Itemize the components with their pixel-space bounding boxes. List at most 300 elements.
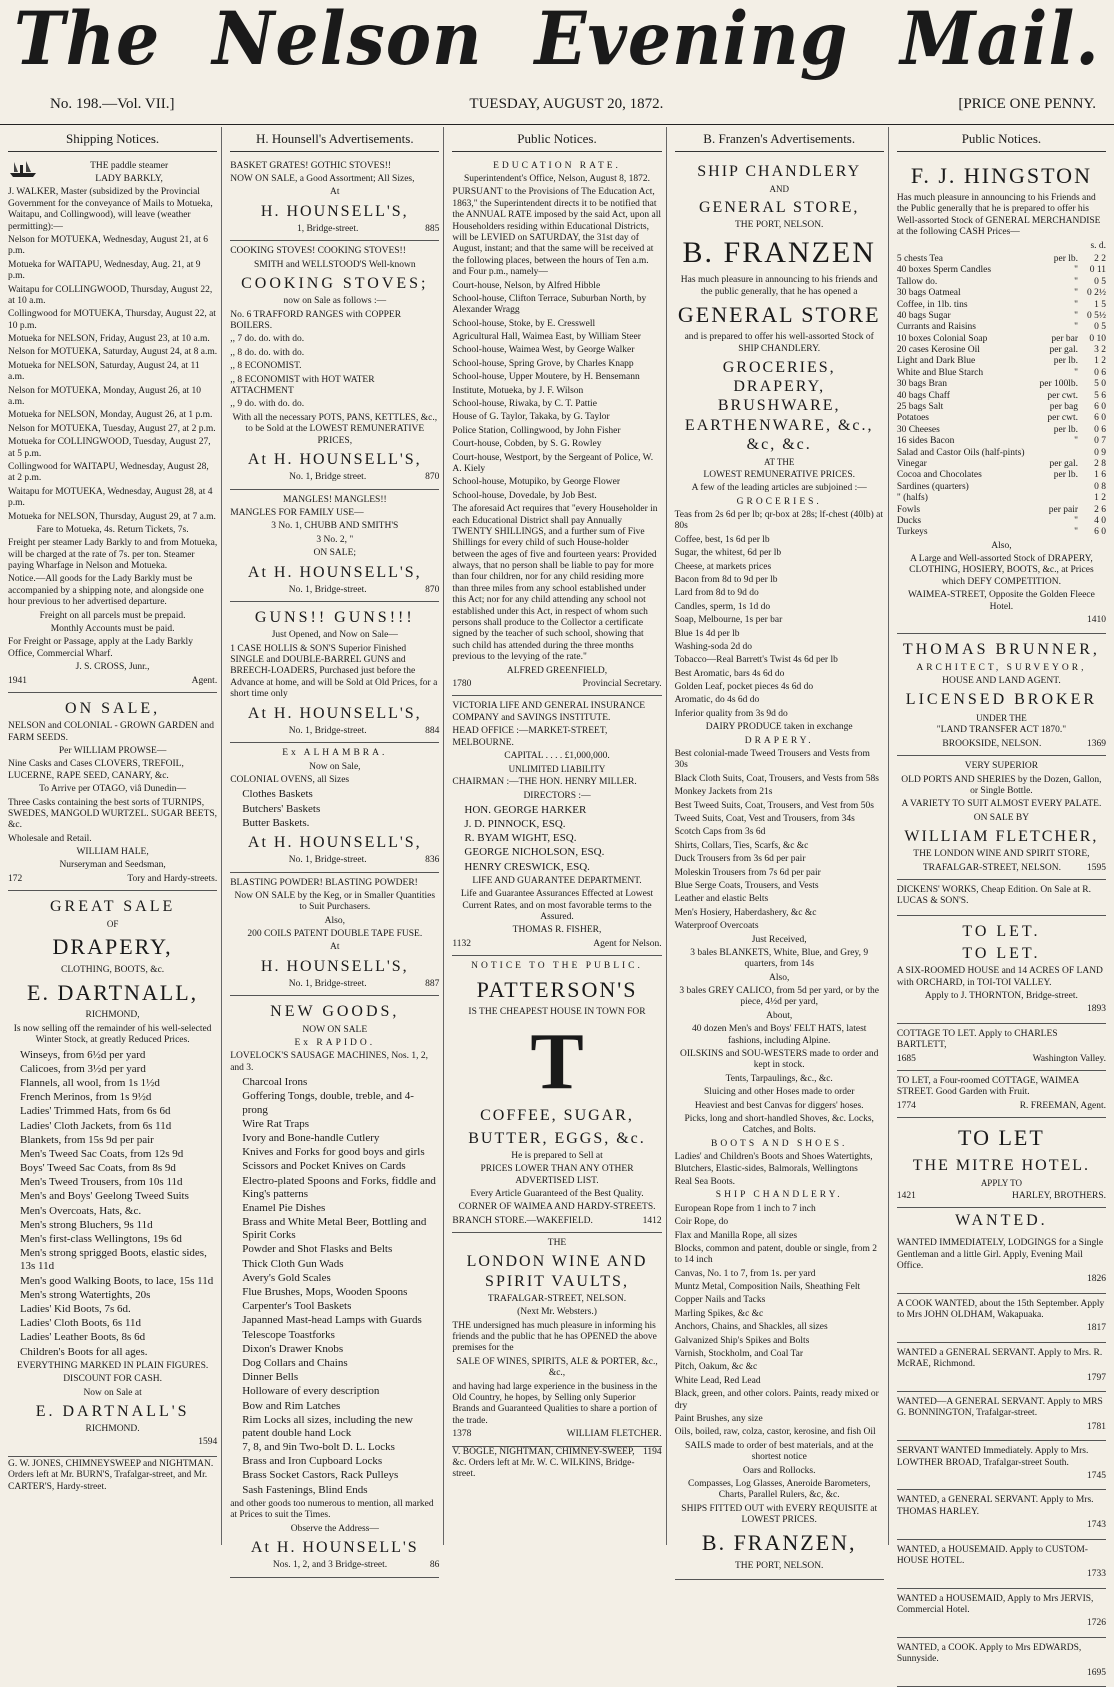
price-unit: ": [1074, 436, 1079, 447]
price-row: [897, 459, 1106, 470]
price-unit: ": [1074, 527, 1079, 538]
director-item: J. D. PINNOCK, ESQ.: [464, 818, 566, 831]
ad-number: 870: [425, 472, 440, 483]
sale-item: Calicoes, from 3½d per yard: [20, 1062, 146, 1075]
sailing-item: Waitapu for COLLINGWOOD, Thursday, August 22, at 10 a.m.: [8, 284, 213, 306]
stove-item: ,, 8 ECONOMIST with HOT WATER ATTACHMENT: [230, 374, 375, 397]
jones-ad: G. W. JONES, CHIMNEYSWEEP and NIGHTMAN. Orders left at Mr. BURN'S, Trafalgar-street, and Mr. CARTER'S, Hardy-street.: [8, 1458, 214, 1492]
goods-item: Dog Collars and Chains: [242, 1356, 348, 1369]
sale-item: Flannels, all wool, from 1s 1½d: [20, 1076, 160, 1089]
canvas: Heaviest and best Canvas for diggers' hoses.: [694, 1100, 864, 1111]
ad-number: 1797: [1087, 1372, 1107, 1383]
ad-brunner: [897, 634, 1106, 756]
goods-item: Japanned Mast-head Lamps with Guards: [242, 1314, 422, 1327]
goods-item: Telescope Toastforks: [242, 1328, 335, 1341]
fisher: THOMAS R. FISHER,: [512, 925, 602, 936]
stoves-list: [230, 310, 439, 411]
sale-item: Ladies' Kid Boots, 7s 6d.: [20, 1302, 131, 1315]
column-public-notices-2: [893, 127, 1110, 1678]
every: Every Article Guaranteed of the Best Quality.: [470, 1188, 644, 1199]
price-value: 0 5: [1094, 322, 1107, 333]
aforesaid: The aforesaid Act requires that "every Householder in each Educational District shall pay Annually TWENTY SHILLINGS, and a further sum of Five Shillings for every child of such House-holder between the ages of five and fourteen years: Provided always, that no person shall be liable to pay for more than four children, nor for any child residing more than three miles from any school established under this Act; nor for any child attending any school not established under this Act, in respect of whom such persons shall produce to the Collector a certificate signed by the teacher of such school, showing that such child has attended during the three months previous to the levying of the rate.": [452, 504, 658, 663]
chandlery-item: Muntz Metal, Composition Nails, Sheathing Felt: [674, 1282, 861, 1293]
wanted-ad: [897, 1490, 1106, 1539]
ad-patterson: [452, 956, 661, 1233]
ad-number: 86: [429, 1560, 440, 1571]
price-item: 40 bags Chaff: [896, 390, 950, 401]
sailing-item: Nelson for MOTUEKA, Tuesday, August 27, at 2 p.m.: [8, 423, 216, 434]
drapery-item: Waterproof Overcoats: [674, 921, 759, 932]
price-unit: per bar: [1051, 333, 1079, 344]
pots-text: With all the necessary POTS, PANS, KETTLES, &c., to be Sold at the LOWEST REMUNERATIVE PRICES,: [232, 412, 438, 446]
chandlery-item: Black, green, and other colors. Paints, ready mixed or dry: [674, 1389, 879, 1411]
place-item: Court-house, Cobden, by S. G. Rowley: [452, 439, 602, 450]
ship-chandlery-head: SHIP CHANDLERY.: [715, 1190, 843, 1201]
masthead-word-evening: Evening: [534, 0, 849, 83]
wanted-text: WANTED, a GENERAL SERVANT. Apply to Mrs. THOMAS HARLEY.: [896, 1495, 1094, 1517]
new-goods: NEW GOODS,: [270, 1003, 400, 1021]
dartnall-name: E. DARTNALL,: [27, 980, 199, 1006]
freeman: R. FREEMAN, Agent.: [1019, 1100, 1107, 1111]
goods-item: Scissors and Pocket Knives on Cards: [242, 1160, 406, 1173]
sale-item: Men's good Walking Boots, to lace, 15s 11d: [20, 1274, 214, 1287]
sd-label: s. d.: [1090, 240, 1107, 251]
agent-name: J. S. CROSS, Junr.,: [75, 662, 150, 673]
passage: For Freight or Passage, apply at the Lady Barkly Office, Commercial Wharf.: [8, 637, 193, 659]
price-value: 0 10: [1089, 333, 1107, 344]
sale-item: Men's first-class Wellingtons, 19s 6d: [20, 1233, 182, 1246]
price-item: Coffee, in 1lb. tins: [896, 299, 968, 310]
four-room: TO LET, a Four-roomed COTTAGE, WAIMEA STREET. Good Garden with Fruit.: [896, 1075, 1079, 1098]
price-row: [897, 493, 1106, 504]
sale-item: Men's strong sprigged Boots, elastic sides, 13s 11d: [20, 1247, 207, 1273]
places-list: [452, 281, 661, 503]
fare: Fare to Motueka, 4s. Return Tickets, 7s.: [36, 524, 189, 535]
director-item: R. BYAM WIGHT, ESQ.: [464, 832, 577, 845]
wanted-ad: [897, 1589, 1106, 1638]
next: (Next Mr. Websters.): [517, 1307, 597, 1318]
place-item: School-house, Spring Grove, by Charles Knapp: [452, 358, 634, 369]
apply-to: APPLY TO: [980, 1177, 1023, 1188]
goods-item: Ivory and Bone-handle Cutlery: [242, 1131, 380, 1144]
basket-item: Clothes Baskets: [242, 788, 313, 801]
columns: [0, 125, 1114, 1678]
ad-cottage: [897, 1024, 1106, 1071]
grocery-item: Inferior quality from 3s 9d do: [674, 708, 788, 719]
wanted-ad: [897, 1540, 1106, 1589]
price-item: 25 bags Salt: [896, 402, 944, 413]
masthead: [0, 0, 1114, 83]
price-row: [897, 254, 1106, 265]
ad-to-let: [897, 916, 1106, 1024]
ad-number: 1745: [1087, 1470, 1107, 1481]
price-value: 0 5: [1094, 276, 1107, 287]
basket-item: Butter Baskets.: [242, 816, 310, 829]
chandlery-item: Paint Brushes, any size: [674, 1413, 763, 1424]
old-ports: OLD PORTS AND SHERIES by the Dozen, Gallon, or Single Bottle.: [901, 774, 1102, 796]
boots-title: BOOTS AND SHOES.: [711, 1138, 848, 1149]
grocery-item: Candles, sperm, 1s 1d do: [674, 601, 771, 612]
seeds-text: NELSON and COLONIAL - GROWN GARDEN and FARM SEEDS.: [8, 721, 214, 743]
hounsell-name: At H. HOUNSELL'S,: [247, 833, 422, 851]
price-value: 1 5: [1094, 299, 1107, 310]
sails: SAILS made to order of best materials, and at the shortest notice: [685, 1440, 874, 1463]
price-unit: ": [1074, 288, 1079, 299]
price-item: 10 boxes Colonial Soap: [896, 333, 988, 344]
place-item: Police Station, Collingwood, by John Fisher: [452, 425, 621, 436]
port-2: THE PORT, NELSON.: [734, 1560, 824, 1571]
address: 1, Bridge-street.: [296, 223, 359, 234]
directors: DIRECTORS :—: [523, 790, 591, 801]
drapery-item: Monkey Jackets from 21s: [674, 787, 773, 798]
ad-blasting: [230, 873, 439, 997]
place-item: School-house, Riwaka, by C. T. Pattie: [452, 399, 597, 410]
ad-number: 1595: [1087, 862, 1106, 873]
price-unit: per bag: [1049, 402, 1079, 413]
drapery-item: Scotch Caps from 3s 6d: [674, 827, 766, 838]
agent-label: Agent.: [191, 675, 218, 686]
grocery-item: Soap, Melbourne, 1s per bar: [674, 615, 783, 626]
price-row: [897, 391, 1106, 402]
having: and having had large experience in the business in the Old Country, he hopes, by Selling only Superior Brands and Guaranteed Qualities to share a portion of the trade.: [452, 1381, 658, 1426]
sailings-list: [8, 235, 217, 523]
on-sale-by: ON SALE BY: [973, 812, 1030, 823]
price-unit: per lb.: [1053, 424, 1079, 435]
just-opened: Just Opened, and Now on Sale—: [271, 630, 398, 641]
ad-number: 172: [8, 873, 23, 884]
grocery-item: Golden Leaf, pocket pieces 4s 6d do: [674, 682, 814, 693]
issue-date: TUESDAY, AUGUST 20, 1872.: [469, 96, 664, 112]
chandlery-item: Blocks, common and patent, double or single, from 2 to 14 inch: [674, 1243, 877, 1266]
ad-number: 885: [425, 223, 440, 234]
director-item: GEORGE NICHOLSON, ESQ.: [464, 846, 605, 859]
ad-dartnall: [8, 891, 217, 1457]
ship-intro: THE paddle steamer: [90, 160, 169, 171]
stove-item: ,, 8 do. do. with do.: [230, 347, 305, 358]
price-unit: per gal.: [1049, 458, 1079, 469]
sale-item: Blankets, from 15s 9d per pair: [20, 1133, 154, 1146]
sale-item: Men's and Boys' Geelong Tweed Suits: [20, 1190, 189, 1203]
grocery-item: Blue 1s 4d per lb: [674, 628, 740, 639]
price-row: [897, 413, 1106, 424]
sale-item: French Merinos, from 1s 9½d: [20, 1091, 152, 1104]
ad-number: 1421: [896, 1190, 916, 1201]
price-list: [897, 254, 1106, 539]
grocery-item: Coffee, best, 1s 6d per lb: [674, 534, 770, 545]
price-value: 3 2: [1094, 345, 1107, 356]
ad-mitre: [897, 1118, 1106, 1208]
ship-text: J. WALKER, Master (subsidized by the Provincial Government for the conveyance of Mails to Motueka, Waitapu, and Collingwood), will leave (weather permitting):—: [8, 187, 213, 232]
ship-chandlery: SHIP CHANDLERY: [697, 162, 862, 180]
discount: DISCOUNT FOR CASH.: [63, 1374, 162, 1385]
london-store: THE LONDON WINE AND SPIRIT STORE,: [913, 849, 1090, 860]
to-let-3: TO LET: [958, 1125, 1045, 1151]
ad-dickens: [897, 880, 1106, 916]
place-item: Agricultural Hall, Waimea East, by William Steer: [452, 332, 641, 343]
chandlery-item: Galvanized Ship's Spikes and Bolts: [674, 1335, 810, 1346]
goods-item: Bow and Rim Latches: [242, 1399, 341, 1412]
richmond2: RICHMOND.: [85, 1424, 140, 1435]
director-item: HENRY CRESWICK, ESQ.: [464, 860, 590, 873]
column-public-notices: [448, 127, 666, 1545]
ad-lady-barkly: [8, 156, 217, 693]
ad-grates: [230, 156, 439, 242]
drapery-item: Tweed Suits, Coat, Vest and Trousers, from 34s: [674, 814, 855, 824]
sailing-item: Nelson for MOTUEKA, Saturday, August 24, at 8 a.m.: [8, 347, 218, 358]
issue-number: No. 198.—Vol. VII.]: [50, 96, 175, 112]
address: No. 1, Bridge-street.: [288, 584, 367, 595]
drapery-item: Duck Trousers from 3s 6d per pair: [674, 854, 806, 865]
also: Also,: [324, 915, 345, 926]
price-item: Fowls: [896, 504, 921, 515]
price-row: [897, 277, 1106, 288]
pleasure: Has much pleasure in announcing to his friends and the public generally, that he has opened a: [680, 275, 878, 297]
sale-item: Men's Tweed Sac Coats, from 12s 9d: [20, 1147, 184, 1160]
price-value: 1 6: [1094, 470, 1107, 481]
price-value: 6 0: [1094, 402, 1107, 413]
the: THE: [547, 1238, 567, 1249]
price-row: [897, 345, 1106, 356]
london-vaults: LONDON WINE AND SPIRIT VAULTS,: [466, 1253, 648, 1290]
chandlery-item: Canvas, No. 1 to 7, from 1s. per yard: [674, 1268, 816, 1279]
price-row: [897, 288, 1106, 299]
column-shipping: [4, 127, 222, 1545]
sailing-item: Waitapu for MOTUEKA, Wednesday, August 28, at 4 p.m.: [8, 486, 213, 509]
steamship-icon: [8, 159, 38, 179]
sailing-item: Motueka for NELSON, Monday, August 26, at 1 p.m.: [8, 410, 213, 421]
house: HOUSE AND LAND AGENT.: [942, 676, 1061, 687]
harley: HARLEY, BROTHERS.: [1011, 1190, 1107, 1201]
general-store: GENERAL STORE,: [698, 198, 860, 216]
price-item: Salad and Castor Oils (half-pints): [896, 447, 1025, 458]
blasting-title: BLASTING POWDER! BLASTING POWDER!: [230, 877, 418, 888]
price-item: Turkeys: [896, 527, 928, 538]
price-value: 0 9: [1094, 447, 1107, 458]
notice-title: NOTICE TO THE PUBLIC.: [471, 961, 643, 972]
ad-guns: [230, 602, 439, 743]
drapery-title: DRAPERY,: [52, 934, 173, 960]
cottage: COTTAGE TO LET. Apply to CHARLES BARTLETT,: [896, 1028, 1058, 1051]
fitted: SHIPS FITTED OUT with EVERY REQUISITE at LOWEST PRICES.: [681, 1503, 878, 1526]
very: VERY SUPERIOR: [964, 761, 1039, 772]
head-office: HEAD OFFICE :—MARKET-STREET, MELBOURNE.: [452, 726, 608, 748]
sailing-item: Motueka for NELSON, Friday, August 23, at 10 a.m.: [8, 334, 210, 345]
sailing-item: Motueka for NELSON, Thursday, August 29, at 7 a.m.: [8, 511, 216, 522]
trafalgar: TRAFALGAR-STREET, NELSON.: [922, 862, 1061, 873]
sailing-item: Motueka for NELSON, Saturday, August 24, at 11 a.m.: [8, 360, 200, 383]
victoria-title: VICTORIA LIFE AND GENERAL INSURANCE COMPANY and SAVINGS INSTITUTE.: [452, 701, 646, 723]
ad-number: 1369: [1087, 738, 1106, 749]
wanted-ad: [897, 1441, 1106, 1490]
place-item: School-house, Dovedale, by Job Best.: [452, 490, 597, 501]
goods-list: [230, 1076, 439, 1497]
drapery-item: Leather and elastic Belts: [674, 894, 769, 905]
groceries-title: GROCERIES, DRAPERY, BRUSHWARE, EARTHENWARE, &c., &c, &c.: [684, 359, 874, 453]
brookside: BROOKSIDE, NELSON.: [942, 738, 1042, 749]
price-item: Sardines (quarters): [896, 481, 969, 492]
address: No. 1, Bridge-street.: [288, 855, 367, 866]
dairy: DAIRY PRODUCE taken in exchange: [705, 722, 853, 733]
place-item: School-house, Motupiko, by George Flower: [452, 477, 621, 488]
sailing-item: Collingwood for MOTUEKA, Thursday, August 22, at 10 p.m.: [8, 309, 216, 331]
trafalgar: TRAFALGAR-STREET, NELSON.: [487, 1293, 627, 1304]
sale-item: Boys' Tweed Sac Coats, from 8s 9d: [20, 1162, 176, 1175]
drapery-item: Best colonial-made Tweed Trousers and Vests from 30s: [674, 749, 870, 771]
received: Just Received,: [751, 934, 807, 945]
price-row: [897, 402, 1106, 413]
price-value: 0 11: [1089, 265, 1107, 276]
sale-of: SALE OF WINES, SPIRITS, ALE & PORTER, &c., &c.,: [456, 1356, 658, 1379]
goods-item: Charcoal Irons: [242, 1076, 308, 1089]
goods-item: Dinner Bells: [242, 1371, 299, 1384]
goods-item: Brass Socket Castors, Rack Pulleys: [242, 1469, 399, 1482]
wholesale: Wholesale and Retail.: [8, 833, 92, 844]
price-value: 5 0: [1094, 379, 1107, 390]
price-row: [897, 505, 1106, 516]
price-item: 20 cases Kerosine Oil: [896, 345, 980, 356]
chandlery-list: [675, 1204, 884, 1439]
wanted-list: [897, 1233, 1106, 1687]
goods-item: 7, 8, and 9in Two-bolt D. L. Locks: [242, 1441, 395, 1454]
price-item: Potatoes: [896, 413, 930, 424]
goods-item: Brass and White Metal Beer, Bottling and Spirit Corks: [242, 1216, 427, 1242]
price-unit: ": [1074, 322, 1079, 333]
franzen-2: B. FRANZEN,: [701, 1530, 857, 1556]
franzen: B. FRANZEN: [682, 236, 876, 270]
price-unit: ": [1074, 310, 1079, 321]
hounsell-name: At H. HOUNSELL'S,: [247, 704, 422, 722]
fisher-title: Agent for Nelson.: [593, 938, 662, 949]
clothing: CLOTHING, BOOTS, &c.: [61, 964, 165, 975]
price-unit: per lb.: [1053, 470, 1079, 481]
price-item: 30 Cheeses: [896, 424, 940, 435]
sailing-item: Motueka for COLLINGWOOD, Tuesday, August 27, at 5 p.m.: [8, 437, 211, 459]
undersigned: THE undersigned has much pleasure in informing his friends and the public that he has OPENED the above premises for the: [452, 1320, 657, 1354]
ad-seeds: [8, 693, 217, 891]
grocery-item: Cheese, at markets prices: [674, 561, 772, 572]
compasses: Compasses, Log Glasses, Aneroide Barometers, Charts, Parallel Rulers, &c, &c.: [688, 1478, 871, 1501]
ad-london-vaults: [452, 1233, 661, 1446]
life-text: Life and Guarantee Assurances Effected at Lowest Current Rates, and on most favorable terms to the Assured.: [460, 889, 654, 923]
price-item: Light and Dark Blue: [896, 356, 976, 367]
to-let: TO LET.: [962, 922, 1041, 940]
price-item: Tallow do.: [896, 276, 938, 287]
now-sale: Now on Sale,: [309, 761, 361, 772]
price-value: 0 6: [1094, 367, 1107, 378]
price-unit: ": [1074, 367, 1079, 378]
sale-item: Men's Overcoats, Hats, &c.: [20, 1204, 142, 1217]
sale-item: Ladies' Cloth Boots, 6s 11d: [20, 1317, 142, 1330]
wanted-text: WANTED a HOUSEMAID, Apply to Mrs JERVIS, Commercial Hotel.: [896, 1593, 1094, 1616]
at-the: AT THE: [764, 457, 795, 468]
price-row: [897, 356, 1106, 367]
ad-franzen: [675, 156, 884, 1581]
price-row: [897, 425, 1106, 436]
office: Superintendent's Office, Nelson, August 8, 1872.: [464, 173, 650, 184]
dateline: [0, 78, 1114, 125]
chandlery-item: European Rope from 1 inch to 7 inch: [674, 1203, 816, 1214]
goods-item: Powder and Shot Flasks and Belts: [242, 1243, 393, 1256]
fletcher: WILLIAM FLETCHER,: [904, 828, 1099, 846]
price-value: 2 8: [1094, 458, 1107, 469]
price-row: [897, 527, 1106, 538]
patterson: PATTERSON'S: [476, 976, 638, 1002]
pleasure: Has much pleasure in announcing to his Friends and the Public generally that he is prepared to offer his Well-assorted Stock of GENERAL MERCHANDISE at the following CASH Prices—: [896, 192, 1101, 238]
ad-number: 1194: [642, 1446, 662, 1457]
place-item: School-house, Stoke, by E. Cresswell: [452, 318, 596, 329]
address: No. 1, Bridge-street.: [288, 725, 367, 736]
sale-item: Winseys, from 6½d per yard: [20, 1048, 146, 1061]
dartnalls: E. DARTNALL'S: [35, 1402, 190, 1420]
washington: Washington Valley.: [1032, 1053, 1107, 1064]
goods-item: Electro-plated Spoons and Forks, fiddle and King's patterns: [242, 1174, 436, 1200]
directors-list: [452, 804, 661, 874]
ad-number: 1378: [452, 1429, 472, 1440]
hale-name: WILLIAM HALE,: [76, 847, 149, 858]
place-item: School-house, Waimea West, by George Walker: [452, 345, 635, 356]
general-store-2: GENERAL STORE: [677, 301, 881, 327]
price-row: [897, 470, 1106, 481]
act: "LAND TRANSFER ACT 1870.": [936, 725, 1067, 736]
prices: PRICES LOWER THAN ANY OTHER ADVERTISED LIST.: [480, 1164, 634, 1186]
goods-item: Enamel Pie Dishes: [242, 1201, 326, 1214]
pursuant: PURSUANT to the Provisions of The Education Act, 1863," the Superintendent directs it to be notified that the ANNUAL RATE imposed by the said Act, upon all Householders residing within Educational Districts, will be LEVIED on SATURDAY, the 31st day of August, instant; and that the same will be received at the following places, between the hours of Ten a.m. and Four p.m., namely—: [452, 187, 662, 278]
fletcher: WILLIAM FLETCHER.: [566, 1429, 662, 1440]
wanted-ad: [897, 1343, 1106, 1392]
column-hounsell: [226, 127, 444, 1571]
drapery-item: Black Cloth Suits, Coat, Trousers, and Vests from 58s: [674, 773, 879, 784]
price-value: 6 0: [1094, 413, 1107, 424]
lovelock: LOVELOCK'S SAUSAGE MACHINES, Nos. 1, 2, and 3.: [230, 1051, 428, 1073]
price-value: 1 2: [1094, 356, 1107, 367]
sailing-item: Collingwood for WAITAPU, Wednesday, August 28, at 2 p.m.: [8, 461, 209, 484]
goods-item: Carpenter's Tool Baskets: [242, 1300, 352, 1313]
place-item: School-house, Clifton Terrace, Suburban North, by Alexander Wragg: [452, 293, 647, 316]
price-value: 2 2: [1094, 253, 1107, 264]
price-value: 0 8: [1094, 481, 1107, 492]
hounsell-name: H. HOUNSELL'S,: [260, 957, 409, 975]
wanted-ad: [897, 1638, 1106, 1687]
ad-number: 1733: [1087, 1569, 1107, 1580]
also: Also,: [991, 540, 1012, 551]
to-let-2: TO LET.: [962, 945, 1041, 963]
guns-title: GUNS!! GUNS!!!: [254, 609, 415, 627]
freight: Freight per steamer Lady Barkly to and from Motueka, will be charged at the rate of 7s. per ton. Steamer paying Wharfage in Nelson and Motueka.: [8, 538, 218, 572]
ad-victoria: [452, 696, 661, 956]
price-value: 1 2: [1094, 493, 1107, 504]
column-heading: B. Franzen's Advertisements.: [675, 131, 884, 152]
observe: Observe the Address—: [290, 1523, 379, 1534]
chandlery-item: Marling Spikes, &c &c: [674, 1308, 764, 1319]
price-row: [897, 379, 1106, 390]
port: THE PORT, NELSON.: [734, 219, 824, 230]
on-sale: ON SALE;: [313, 548, 357, 559]
price-value: 0 2½: [1087, 288, 1107, 299]
ad-number: 1412: [642, 1215, 662, 1226]
tents: Tents, Tarpaulings, &c., &c.: [725, 1073, 833, 1084]
parcels: Freight on all parcels must be prepaid.: [39, 610, 186, 621]
waimea: WAIMEA-STREET, Opposite the Golden Fleece Hotel.: [907, 590, 1095, 612]
price-value: 0 7: [1094, 436, 1107, 447]
chandlery-item: Anchors, Chains, and Shackles, all sizes: [674, 1322, 828, 1333]
alhambra-title: Ex ALHAMBRA.: [282, 748, 388, 759]
ad-number: 870: [425, 584, 440, 595]
masthead-word-nelson: Nelson: [212, 0, 483, 83]
price-row: [897, 436, 1106, 447]
grocery-item: Teas from 2s 6d per lb; qr-box at 28s; lf-chest (40lb) at 80s: [674, 510, 883, 532]
price-row: [897, 300, 1106, 311]
hounsell-name: H. HOUNSELL'S,: [260, 202, 409, 220]
